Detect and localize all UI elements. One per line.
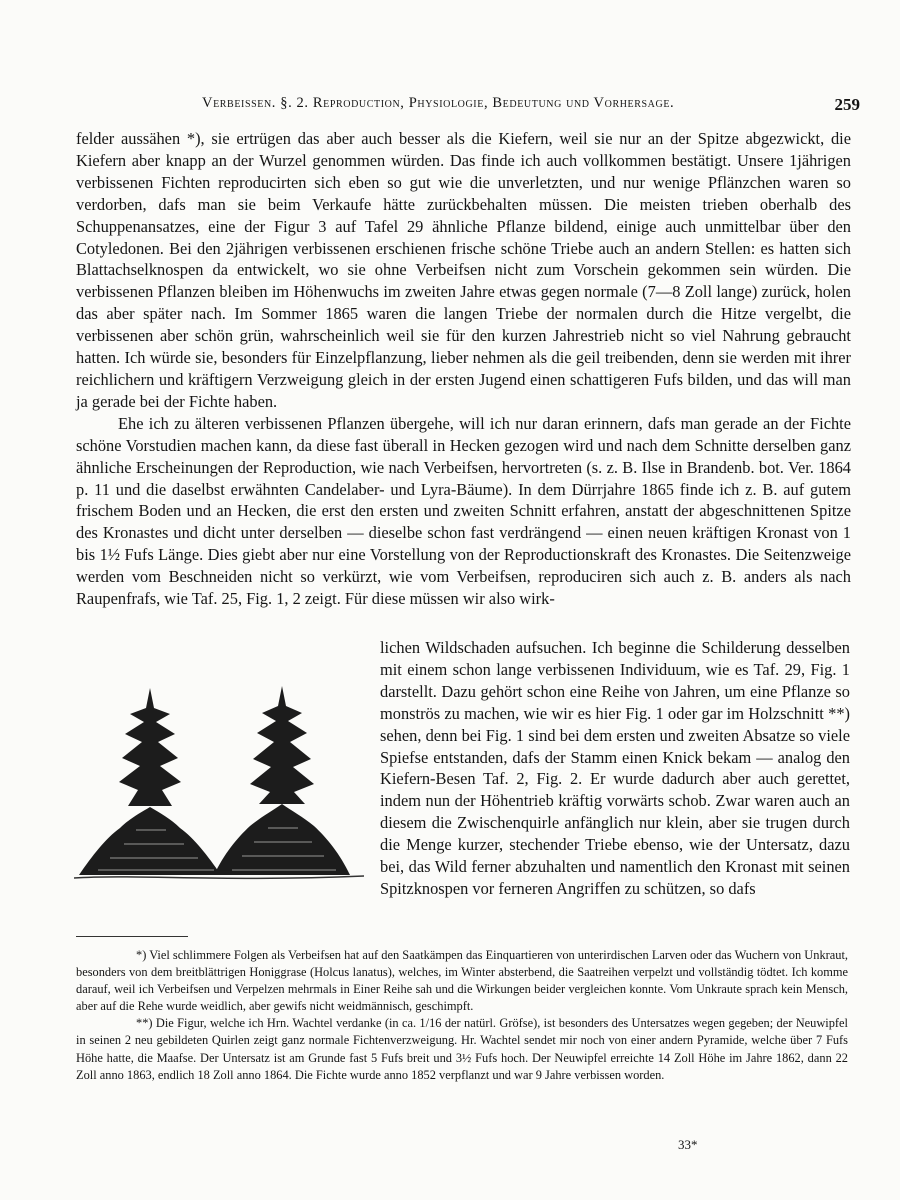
- column-paragraph: lichen Wildschaden aufsuchen. Ich beginne die Schilderung desselben mit einem schon lange verbissenen Individuum, wie es Taf. 29, Fig. 1 darstellt. Dazu gehört schon eine Reihe von Jahren, um eine Pflanze so monströs zu machen, wie wir es hier Fig. 1 oder gar im Holzschnitt **) sehen, denn bei Fig. 1 sind bei dem ersten und zweiten Absatze so viele Spiefse entstanden, dafs der Stamm einen Knick bekam — analog den Kiefern-Besen Taf. 2, Fig. 2. Er wurde dadurch aber auch gerettet, indem nun der Höhentrieb kräftig vorwärts schob. Zwar waren auch an diesem die Zwischenquirle anfänglich nur klein, aber sie trugen durch die Menge kurzer, stechender Triebe ebenso, wie der Untersatz, dazu bei, das Wild ferner abzuhalten und namentlich den Kronast mit seinen Spitzknospen vor ferneren Angriffen zu schützen, so dafs: [380, 638, 850, 898]
- running-head: Verbeissen. §. 2. Reproduction, Physiologie, Bedeutung und Vorhersage.: [202, 95, 675, 111]
- footnotes: [76, 947, 848, 1084]
- main-text: [76, 128, 851, 610]
- spruce-woodcut-illustration: [74, 670, 364, 900]
- woodcut-figure: [74, 670, 364, 900]
- right-spruce-base: [214, 804, 350, 875]
- right-spruce-crown: [250, 686, 314, 804]
- paragraph-2: Ehe ich zu älteren verbissenen Pflanzen übergehe, will ich nur daran erinnern, dafs man gerade an der Fichte schöne Vorstudien machen kann, da diese fast überall in Hecken gezogen wird und nach dem Schnitte derselben ganz ähnliche Erscheinungen der Reproduction, wie nach Verbeifsen, hervortreten (s. z. B. Ilse in Brandenb. bot. Ver. 1864 p. 11 und die daselbst erwähnten Candelaber- und Lyra-Bäume). In dem Dürrjahre 1865 finde ich z. B. auf gutem frischem Boden und an Hecken, die erst den ersten und zweiten Schnitt erfahren, anstatt der abgeschnittenen Spitze des Kronastes und dicht unter derselben — dieselbe schon fast verdrängend — einen neuen kräftigen Kronast von 1 bis 1½ Fufs Länge. Dies giebt aber nur eine Vorstellung von der Reproductionskraft des Kronastes. Die Seitenzweige werden vom Beschneiden nicht so verkürzt, wie vom Verbeifsen, reproduciren sich auch z. B. anders als nach Raupenfrafs, wie Taf. 25, Fig. 1, 2 zeigt. Für diese müssen wir also wirk-: [76, 413, 851, 609]
- page-number: 259: [834, 95, 860, 114]
- signature-mark: 33*: [678, 1137, 698, 1152]
- left-spruce-base: [79, 807, 221, 875]
- left-spruce-crown: [119, 688, 181, 806]
- right-column-text: [380, 637, 850, 900]
- page-header: [30, 95, 860, 119]
- paragraph-1: felder aussähen *), sie ertrügen das aber auch besser als die Kiefern, weil sie nur an der Spitze abgezwickt, die Kiefern aber knapp an der Wurzel genommen würden. Das finde ich auch vollkommen bestätigt. Unsere 1jährigen verbissenen Fichten reproducirten sich eben so gut wie die unverletzten, und nur wenige Pflänzchen waren so verdorben, dafs man sie beim Verkaufe hätte zurückbehalten müssen. Die meisten trieben oberhalb des Schuppenansatzes, eine der Figur 3 auf Tafel 29 ähnliche Pflanze bildend, einige auch unmittelbar über den Cotyledonen. Bei den 2jährigen verbissenen erschienen frische schöne Triebe auch an andern Stellen: es hatten sich Blattachselknospen da entwickelt, wo sie ohne Verbeifsen nicht zum Vorschein gekommen sein würden. Die verbissenen Pflanzen bleiben im Höhenwuchs im zweiten Jahre etwas gegen normale (7—8 Zoll lange) zurück, holen das aber später nach. Im Sommer 1865 waren die langen Triebe der normalen durch die Hitze vergelbt, die verbissenen aber schön grün, wahrscheinlich weil sie für den kurzen Jahrestrieb nicht so viel Nahrung gebraucht hatten. Ich würde sie, besonders für Einzelpflanzung, lieber nehmen als die geil treibenden, denn sie werden mit ihrer reichlichern und kräftigern Verzweigung gleich in der ersten Jugend einen schattigeren Fufs bilden, und das will man ja gerade bei der Fichte haben.: [76, 129, 851, 411]
- footnote-rule: [76, 936, 188, 937]
- footnote-2: **) Die Figur, welche ich Hrn. Wachtel verdanke (in ca. 1/16 der natürl. Gröfse), ist besonders des Untersatzes wegen gegeben; der Neuwipfel in seinen 2 neu gebildeten Quirlen zeigt ganz normale Fichtenverzweigung. Hr. Wachtel sendet mir noch von einer andern Pyramide, welche über 7 Fufs Höhe hatte, die Maafse. Der Untersatz ist am Grunde fast 5 Fufs breit und 3½ Fufs hoch. Der Neuwipfel erreichte 14 Zoll Höhe im Jahre 1862, dann 22 Zoll anno 1863, endlich 18 Zoll anno 1864. Die Fichte wurde anno 1852 verpflanzt und war 9 Jahre verbissen worden.: [76, 1016, 848, 1082]
- footnote-1: *) Viel schlimmere Folgen als Verbeifsen hat auf den Saatkämpen das Einquartieren von unterirdischen Larven oder das Wuchern von Unkraut, besonders von dem breitblättrigen Honiggrase (Holcus lanatus), welches, im Winter absterbend, die Saatreihen verpelzt und vollständig tödtet. Ich komme darauf, weil ich Verbeifsen und Verpelzen mehrmals in Einer Reihe sah und die Wirkungen beider vergleichen konnte. Vom Unkraute sprach kein Mensch, aber auf die Rehe wurde weidlich, aber gewifs nicht weidmännisch, geschimpft.: [76, 948, 848, 1014]
